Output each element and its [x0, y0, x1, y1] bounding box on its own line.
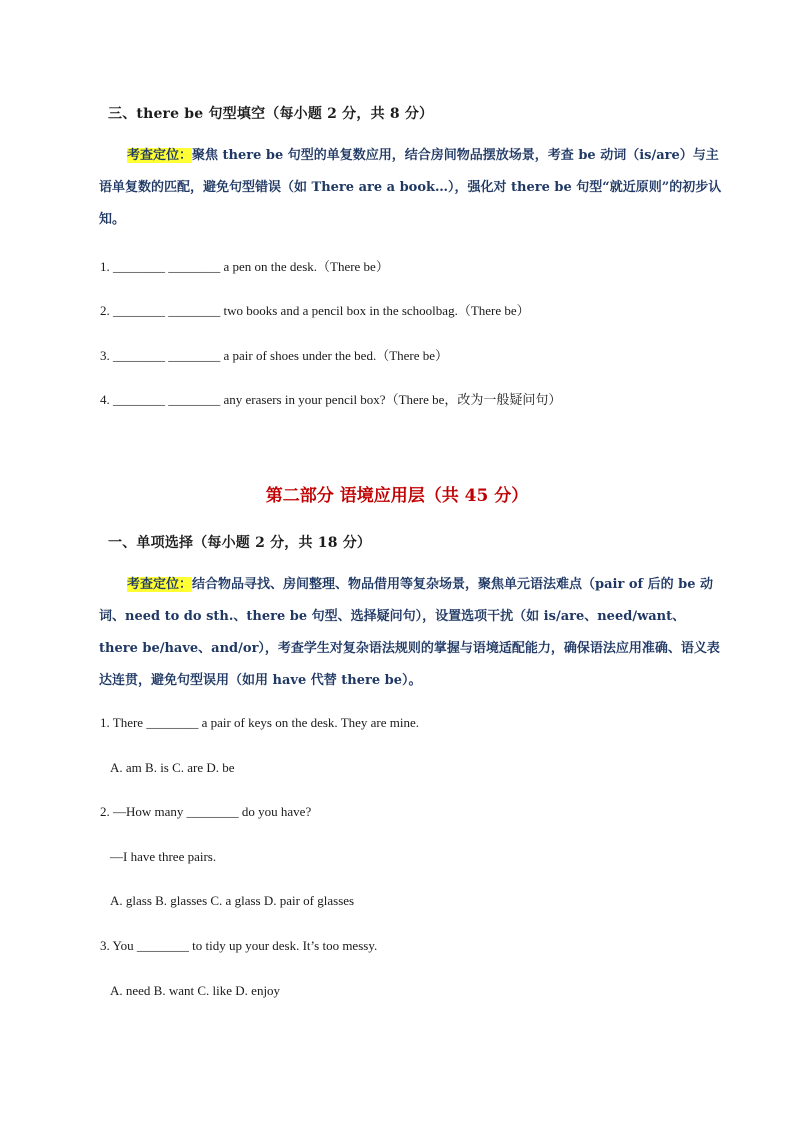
- question-stem: 2. —How many ________ do you have?: [100, 804, 312, 819]
- exam-note-tag: 考查定位：: [127, 148, 193, 163]
- section-title: 三、there be 句型填空（每小题 2 分，共 8 分）: [108, 106, 434, 122]
- question-item: 2. ________ ________ two books and a pencil box in the schoolbag.（There be）: [100, 303, 530, 318]
- section-title: 一、单项选择（每小题 2 分，共 18 分）: [108, 535, 372, 551]
- question-stem: 3. You ________ to tidy up your desk. It’s too messy.: [100, 938, 378, 953]
- question-options: A. need B. want C. like D. enjoy: [110, 983, 281, 998]
- exam-note: [99, 140, 723, 236]
- exam-note-tag: 考查定位：: [127, 577, 193, 592]
- exam-note: [99, 569, 723, 697]
- question-options: A. glass B. glasses C. a glass D. pair of glasses: [110, 893, 355, 908]
- question-stem: 1. There ________ a pair of keys on the desk. They are mine.: [100, 715, 420, 730]
- question-reply: —I have three pairs.: [110, 849, 217, 864]
- question-item: 3. ________ ________ a pair of shoes under the bed.（There be）: [100, 348, 449, 363]
- question-options: A. am B. is C. are D. be: [110, 760, 235, 775]
- exam-note-text: 结合物品寻找、房间整理、物品借用等复杂场景，聚焦单元语法难点（pair of 后的 be 动词、need to do sth.、there be 句型、选择疑问句），设置选项干扰（如 is/are、need/want、there be/have、and/or），考查学生对复杂语法规则的掌握与语境适配能力，确保语法应用准确、语义表达连贯，避免句型误用（如用 have 代替 there be）。: [99, 577, 720, 688]
- exam-note-text: 聚焦 there be 句型的单复数应用，结合房间物品摆放场景，考查 be 动词（is/are）与主语单复数的匹配，避免句型错误（如 There are a book…），强化对 there be 句型“就近原则”的初步认知。: [99, 148, 722, 227]
- question-item: 1. ________ ________ a pen on the desk.（There be）: [100, 259, 389, 274]
- question-item: 4. ________ ________ any erasers in your pencil box?（There be，改为一般疑问句）: [100, 392, 562, 407]
- part-title: 第二部分 语境应用层（共 45 分）: [265, 486, 529, 506]
